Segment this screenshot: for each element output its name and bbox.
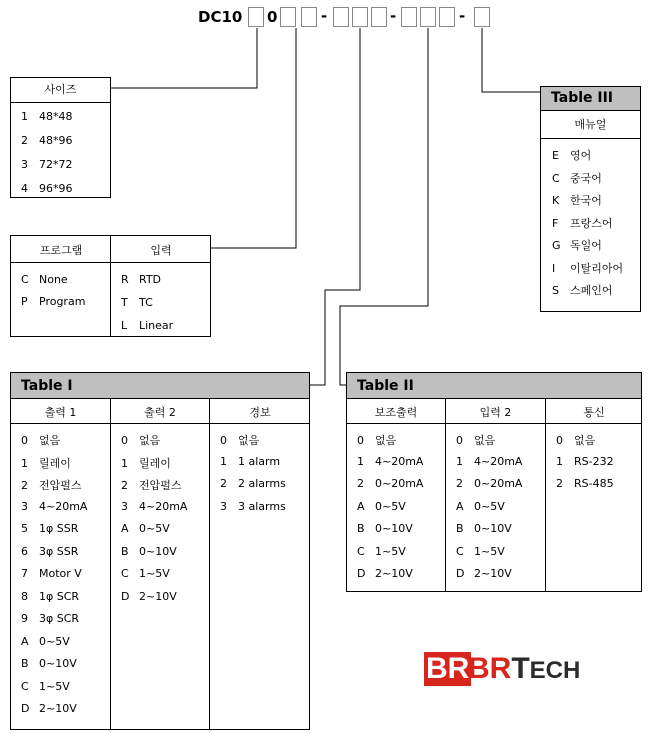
item-code: L [121,319,128,332]
item-code: A [21,634,29,648]
column-header: 입력 2 [479,406,512,419]
item-code: R [121,273,129,286]
item-code: B [21,657,29,670]
list-item [21,680,70,693]
table2 [346,372,642,592]
list-item [552,147,591,163]
item-label: 0~5V [139,522,170,535]
item-label: 1 alarm [238,454,281,468]
list-item [357,522,413,535]
item-label: 독일어 [570,239,602,252]
item-label: 1φ SSR [39,522,79,535]
item-label: 중국어 [570,171,602,185]
item-code: 3 [220,499,227,513]
item-code: A [121,522,129,535]
item-code: C [121,567,129,580]
list-item [357,477,423,490]
item-code: 0 [456,434,463,447]
item-label: 3φ SSR [39,544,79,558]
list-item [21,567,82,580]
item-code: D [456,567,465,580]
list-item [21,590,79,603]
item-code: 2 [21,479,28,492]
item-code: 3 [121,499,128,513]
item-label: 0~20mA [474,477,523,490]
item-label: 1~5V [139,567,170,580]
list-item [21,158,73,171]
item-code: D [121,589,130,603]
code-slot-output2 [352,7,368,27]
item-code: 9 [21,612,28,625]
table3-header: 매뉴얼 [541,111,640,139]
list-item [21,295,85,308]
item-code: 1 [456,454,463,468]
list-item [456,500,505,513]
list-item [552,282,613,298]
list-item [21,455,71,471]
table2-title: Table II [347,373,641,399]
item-label: 이탈리아어 [570,261,624,275]
list-item [357,567,413,580]
item-label: 0~10V [474,522,512,535]
column-header: 경보 [249,406,271,419]
list-item [556,432,595,448]
item-label: Motor V [39,567,82,580]
list-item [556,455,614,468]
table1-title: Table I [11,373,309,399]
item-label: 없음 [474,434,496,447]
item-label: 0~10V [139,544,177,558]
list-item [121,545,177,558]
list-item [220,477,286,490]
input-header: 입력 [150,244,172,257]
model-dash-3: - [459,7,466,25]
column-divider [545,399,546,591]
item-code: 2 [220,477,227,490]
item-code: 1 [121,456,128,470]
list-item [21,657,77,670]
list-item [220,432,259,448]
list-item [456,522,512,535]
item-code: A [357,499,365,513]
item-code: G [552,239,561,252]
item-code: 0 [556,434,563,447]
item-label: 스페인어 [570,284,613,297]
item-label: 0~5V [39,634,70,648]
logo-mark: BR [426,652,470,685]
code-slot-aux-output [401,7,417,27]
model-dash-2: - [390,7,397,25]
item-code: 2 [121,479,128,492]
item-code: K [552,194,560,207]
item-label: 프랑스어 [570,216,613,230]
table3-title: Table III [541,87,640,111]
list-item [456,455,522,468]
item-label: TC [139,296,153,309]
list-item [21,110,73,123]
list-item [21,273,68,286]
list-item [121,590,177,603]
code-slot-program [280,7,296,27]
column-divider [110,236,111,336]
list-item [21,522,78,535]
list-item [552,237,602,253]
item-label: 없음 [375,434,397,447]
list-item [21,477,82,493]
code-slot-input2 [420,7,436,27]
item-label: 1~5V [474,544,505,558]
item-label: 1~5V [39,679,70,693]
table1 [10,372,310,730]
item-label: 48*48 [39,110,73,123]
list-item [21,182,73,195]
item-label: 0~5V [375,499,406,513]
item-code: 4 [21,182,28,195]
column-divider [110,399,111,729]
item-label: 4~20mA [375,454,424,468]
item-label: 2~10V [474,567,512,580]
item-label: 1~5V [375,544,406,558]
item-code: P [21,295,28,308]
item-code: T [121,296,128,309]
item-code: 3 [21,499,28,513]
item-code: F [552,216,559,230]
size-header: 사이즈 [11,78,110,103]
model-fixed-zero: 0 [267,8,278,26]
list-item [21,545,78,558]
item-label: 2~10V [39,702,77,715]
item-label: RS-232 [574,454,614,468]
column-divider [209,399,210,729]
item-label: 4~20mA [39,499,88,513]
item-code: 7 [21,567,28,580]
item-label: 2 alarms [238,477,286,490]
code-slot-alarm [371,7,387,27]
item-code: 1 [556,454,563,468]
item-code: B [456,522,464,535]
list-item [456,477,522,490]
item-label: 3 alarms [238,499,286,513]
list-item [21,635,70,648]
table3 [540,86,641,312]
item-code: C [21,273,29,286]
list-item [357,455,423,468]
column-divider [445,399,446,591]
item-label: 0~10V [39,657,77,670]
item-label: 96*96 [39,182,73,195]
list-item [121,522,170,535]
item-code: B [121,544,129,558]
item-label: RTD [139,273,162,286]
list-item [121,455,171,471]
item-label: 2~10V [375,567,413,580]
column-header: 출력 1 [44,406,77,419]
item-code: I [552,261,556,275]
item-code: E [552,149,559,162]
item-label: 2~10V [139,589,177,603]
item-label: Linear [139,319,174,332]
item-code: 6 [21,544,28,558]
item-code: C [357,544,365,558]
list-item [121,567,170,580]
logo-name-c: ECH [529,657,581,684]
column-header: 출력 2 [144,406,176,419]
size-table [10,77,111,198]
code-slot-size [248,7,264,27]
list-item [357,500,406,513]
list-item [21,500,87,513]
item-code: 1 [21,456,28,470]
item-code: S [552,284,559,297]
item-label: 48*96 [39,134,73,147]
item-code: D [21,702,30,715]
item-code: 8 [21,589,28,603]
item-code: D [357,567,366,580]
list-item [121,500,187,513]
item-label: None [39,273,68,286]
item-label: 72*72 [39,158,73,171]
list-item [121,273,161,286]
item-code: 2 [357,477,364,490]
list-item [220,455,280,468]
list-item [456,432,495,448]
list-item [357,432,396,448]
logo-name-a: BR [468,652,512,685]
item-label: 4~20mA [139,499,188,513]
list-item [21,134,73,147]
list-item [121,432,160,448]
model-dash-1: - [321,7,328,25]
list-item [456,545,505,558]
item-label: 0~5V [474,499,505,513]
item-code: 0 [121,434,128,447]
code-slot-input [301,7,317,27]
item-code: A [456,499,464,513]
item-label: 0~10V [375,522,413,535]
item-label: 전압펄스 [39,479,82,492]
code-slot-manual [474,7,490,27]
item-code: B [357,522,365,535]
list-item [357,545,406,558]
list-item [552,215,613,231]
item-label: Program [39,295,86,308]
program-header: 프로그램 [39,244,83,257]
item-code: 2 [556,477,563,490]
item-code: 5 [21,522,28,535]
item-label: 0~20mA [375,477,424,490]
item-label: 없음 [238,434,260,447]
list-item [21,702,77,715]
model-code [0,0,652,30]
item-code: C [21,679,29,693]
list-item [121,296,153,309]
list-item [121,319,173,332]
item-code: 3 [21,158,28,171]
list-item [121,477,182,493]
item-label: 없음 [574,434,596,447]
item-label: 없음 [39,434,61,447]
item-code: 0 [220,434,227,447]
item-label: 전압펄스 [139,479,182,492]
logo-name-b: T [511,652,530,685]
column-header: 보조출력 [374,406,418,419]
item-code: 1 [21,110,28,123]
list-item [456,567,512,580]
list-item [556,477,614,490]
code-slot-output1 [333,7,349,27]
item-label: RS-485 [574,477,614,490]
item-code: 2 [456,477,463,490]
item-label: 릴레이 [139,456,171,470]
item-label: 1φ SCR [39,589,80,603]
list-item [552,170,602,186]
column-header: 통신 [583,406,605,419]
model-prefix: DC10 [198,8,243,26]
item-code: 0 [21,434,28,447]
program-input-table [10,235,211,337]
item-code: 1 [220,454,227,468]
item-code: C [456,544,464,558]
item-label: 릴레이 [39,456,71,470]
list-item [21,432,60,448]
code-slot-comm [439,7,455,27]
item-label: 영어 [570,149,592,162]
item-label: 한국어 [570,194,602,207]
list-item [21,612,79,625]
item-label: 4~20mA [474,454,523,468]
item-label: 3φ SCR [39,612,80,625]
item-code: 0 [357,434,364,447]
list-item [220,500,286,513]
item-code: 2 [21,134,28,147]
list-item [552,260,623,276]
item-code: C [552,171,560,185]
list-item [552,192,602,208]
item-label: 없음 [139,434,161,447]
item-code: 1 [357,454,364,468]
